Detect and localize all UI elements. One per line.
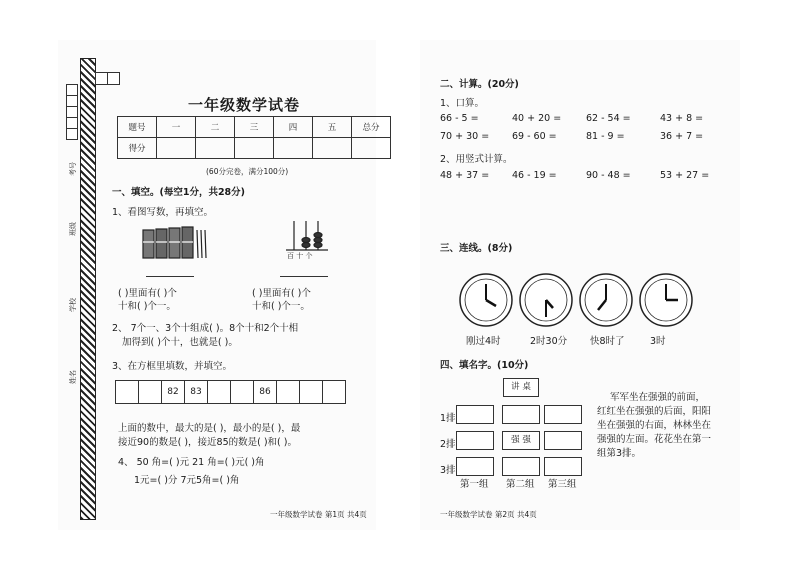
strip-label-class: 班级 [69,222,77,236]
row-label: 1排 [440,413,456,424]
oral-item: 62 - 54 = [586,113,631,124]
clock-label: 快8时了 [590,336,625,347]
q1-line2-left: 十和( )个一。 [118,301,176,312]
answer-line [280,276,328,277]
score-header-cell: 一 [157,117,196,138]
question-3: 3、在方框里填数，并填空。 [112,361,233,372]
binding-strip [80,58,96,520]
score-input-cell[interactable] [352,138,391,159]
section1-title: 一、填空。(每空1分，共28分) [112,187,246,198]
number-cell: 82 [161,380,185,404]
number-cell[interactable] [115,380,139,404]
number-cell[interactable] [138,380,162,404]
oral-item: 69 - 60 = [512,131,557,142]
section4-title: 四、填名字。(10分) [440,360,529,371]
abacus-label: 百 十 个 [287,252,313,260]
answer-line [146,276,194,277]
seat-box[interactable] [502,405,540,424]
score-header-cell: 总分 [352,117,391,138]
number-cell[interactable] [276,380,300,404]
oral-item: 36 + 7 = [660,131,704,142]
score-input-cell[interactable] [235,138,274,159]
clock-label: 刚过4时 [466,336,501,347]
row-label: 3排 [440,465,456,476]
score-input-cell[interactable] [157,138,196,159]
oral-title: 1、口算。 [440,98,485,109]
clock-face-icon [638,272,694,328]
vertical-item: 46 - 19 = [512,170,557,181]
seat-box[interactable] [456,457,494,476]
story-line: 军军坐在强强的前面， [610,392,706,403]
score-input-cell[interactable] [196,138,235,159]
oral-item: 66 - 5 = [440,113,479,124]
number-cell[interactable] [230,380,254,404]
section3-title: 三、连线。(8分) [440,243,513,254]
strip-label-exam-no: 考号 [69,162,77,176]
seat-box[interactable] [456,405,494,424]
story-line: 红红坐在强强的后面，阳阳 [597,406,712,417]
left-footer: 一年级数学试卷 第1页 共4页 [270,510,367,519]
q1-line1-right: ( )里面有( )个 [252,288,311,299]
strip-square [66,128,78,140]
seat-box[interactable] [544,431,582,450]
oral-item: 40 + 20 = [512,113,562,124]
question-1: 1、看图写数，再填空。 [112,207,214,218]
score-header-cell: 题号 [118,117,157,138]
number-cell: 83 [184,380,208,404]
clock-face-icon [578,272,634,328]
number-cell[interactable] [299,380,323,404]
score-header-cell: 五 [313,117,352,138]
score-header-cell: 三 [235,117,274,138]
vertical-item: 90 - 48 = [586,170,631,181]
row-label: 2排 [440,439,456,450]
right-footer: 一年级数学试卷 第2页 共4页 [440,510,537,519]
stick-bundles-image [140,224,210,262]
question-2-line2: 加得到( )个十，也就是( )。 [122,337,238,348]
vertical-item: 53 + 27 = [660,170,710,181]
vertical-title: 2、用竖式计算。 [440,154,513,165]
question-4-line2: 1元=( )分 7元5角=( )角 [134,475,240,486]
number-cell[interactable] [207,380,231,404]
seat-box[interactable] [502,457,540,476]
group-label: 第三组 [548,479,577,490]
score-input-cell[interactable] [274,138,313,159]
q1-line1-left: ( )里面有( )个 [118,288,177,299]
score-header-cell: 四 [274,117,313,138]
oral-item: 43 + 8 = [660,113,704,124]
score-input-cell[interactable] [313,138,352,159]
story-line: 组第3排。 [597,448,642,459]
score-row-label: 得分 [118,138,157,159]
question-3-line2: 接近90的数是( )，接近85的数是( )和( )。 [118,437,297,448]
number-cell[interactable] [322,380,346,404]
story-line: 强强的左面。花花坐在第一 [597,434,712,445]
strip-label-name: 姓名 [69,370,77,384]
number-cell: 86 [253,380,277,404]
story-line: 坐在强强的右面，林林坐在 [597,420,712,431]
question-3-line1: 上面的数中，最大的是( )，最小的是( )，最 [118,423,301,434]
seat-box-qiangqiang: 强 强 [502,431,540,450]
teacher-desk: 讲 桌 [503,378,539,397]
oral-item: 81 - 9 = [586,131,625,142]
exam-note: (60分完卷，满分100分) [206,167,289,176]
q1-line2-right: 十和( )个一。 [252,301,310,312]
seat-box[interactable] [544,457,582,476]
score-header-cell: 二 [196,117,235,138]
clock-face-icon [518,272,574,328]
seat-box[interactable] [456,431,494,450]
clock-label: 2时30分 [530,336,568,347]
group-label: 第一组 [460,479,489,490]
question-4-line1: 4、 50 角=( )元 21 角=( )元( )角 [118,457,265,468]
question-2-line1: 2、 7个一、3个十组成( )。8个十和2个十相 [112,323,299,334]
clock-face-icon [458,272,514,328]
score-table [117,116,391,159]
seat-box[interactable] [544,405,582,424]
section2-title: 二、计算。(20分) [440,79,519,90]
oral-item: 70 + 30 = [440,131,490,142]
vertical-item: 48 + 37 = [440,170,490,181]
group-label: 第二组 [506,479,535,490]
strip-square [107,72,120,85]
strip-label-school: 学校 [69,298,77,312]
page-title: 一年级数学试卷 [188,96,301,114]
clock-label: 3时 [650,336,666,347]
